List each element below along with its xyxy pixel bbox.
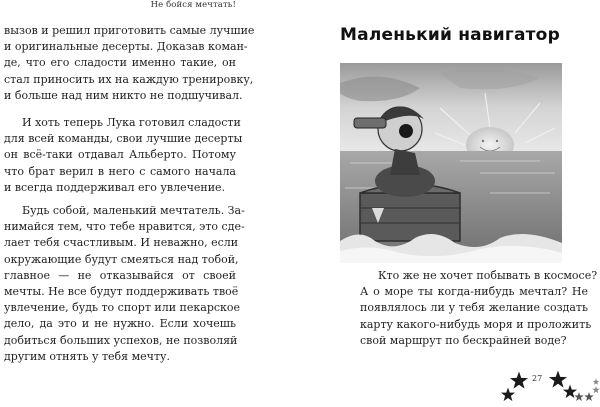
text-line: дело, да это и не нужно. Если хочешь xyxy=(4,317,236,331)
text-line: главное — не отказывайся от своей xyxy=(4,268,236,282)
text-line: и всегда поддерживал его увлечение. xyxy=(4,180,226,194)
text-line: карту какого-нибудь моря и проложить xyxy=(360,317,592,331)
text-line: свой маршрут по бескрайней воде? xyxy=(360,333,567,347)
text-line: добиться больших успехов, не позволяй xyxy=(4,333,238,347)
text-line: и оригинальные десерты. Доказав коман- xyxy=(4,40,248,54)
text-line: увлечение, будь то спорт или пекарское xyxy=(4,301,241,315)
text-line: появлялось ли у тебя желание создать xyxy=(360,301,588,315)
text-line: Кто же не хочет побывать в космосе? xyxy=(378,269,598,282)
text-line: нимайся тем, что тебе нравится, это сде- xyxy=(4,220,245,234)
text-line: он всё-таки отдавал Альберто. Потому xyxy=(4,148,236,162)
paragraph-1 xyxy=(4,23,255,104)
text-line: Будь собой, маленький мечтатель. За- xyxy=(22,204,245,217)
paragraph-3 xyxy=(4,203,245,365)
right-page xyxy=(300,0,600,403)
text-line: окружающие будут смеяться над тобой, xyxy=(4,252,239,266)
page-number: 27 xyxy=(532,374,543,383)
paragraph-intro xyxy=(360,268,598,349)
text-line: другим отнять у тебя мечту. xyxy=(4,349,170,363)
chapter-title: Маленький навигатор xyxy=(340,25,560,45)
text-line: для всей команды, свои лучшие десерты xyxy=(4,132,243,146)
text-line: и больше над ним никто не подшучивал. xyxy=(4,88,243,102)
text-line: лает тебя счастливым. И неважно, если xyxy=(4,236,239,250)
text-line: де, что его сладости именно такие, он xyxy=(4,56,236,70)
left-page xyxy=(0,0,300,403)
text-line: стал приносить их на каждую тренировку, xyxy=(4,72,254,86)
illustration-image xyxy=(340,63,562,263)
text-line: мечты. Не все будут поддерживать твоё xyxy=(4,285,239,299)
text-line: А о море ты когда-нибудь мечтал? Не xyxy=(360,285,588,299)
paragraph-2 xyxy=(4,115,243,196)
text-line: что брат верил в него с самого начала xyxy=(4,164,236,178)
running-head: Не бойся мечтать! xyxy=(150,0,236,10)
text-line: И хоть теперь Лука готовил сладости xyxy=(22,116,241,129)
text-line: вызов и решил приготовить самые лучшие xyxy=(4,24,255,37)
